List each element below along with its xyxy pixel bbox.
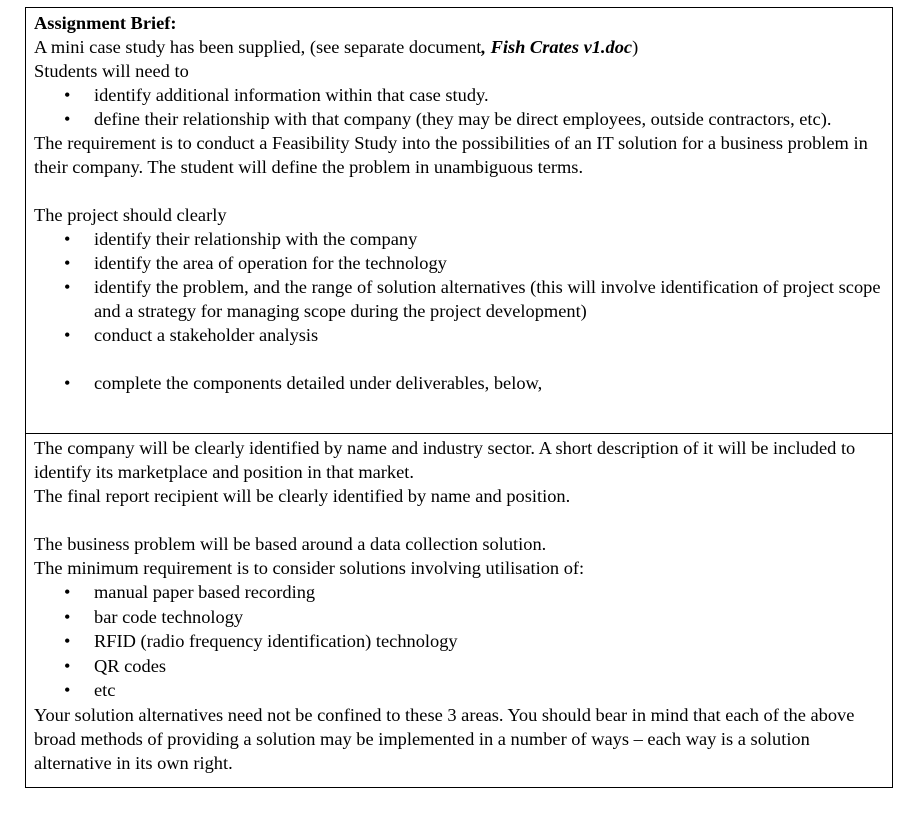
blank-line [34,179,884,203]
student-task-list [34,83,884,131]
project-item: • identify their relationship with the company [34,227,884,251]
project-item-deliverables: • complete the components detailed under deliverables, below, [34,371,884,395]
assignment-table [25,7,893,788]
solution-item: • bar code technology [34,605,884,630]
solution-item: • QR codes [34,654,884,679]
closing-paragraph: Your solution alternatives need not be confined to these 3 areas. You should bear in mind that each of the above broad methods of providing a solution may be implemented in a number of ways – each way is a solution alternative in its own right. [34,704,855,773]
student-task-item: • define their relationship with that company (they may be direct employees, outside contractors, etc). [34,107,884,131]
assignment-brief-cell [26,8,892,434]
blank-line [34,508,884,532]
project-item: • identify the problem, and the range of solution alternatives (this will involve identification of project scope and a strategy for managing scope during the project development) [34,275,884,323]
case-study-intro: A mini case study has been supplied, (see separate document, Fish Crates v1.doc) [34,37,639,57]
minimum-requirement-paragraph: The minimum requirement is to consider solutions involving utilisation of: [34,558,585,578]
details-cell [26,434,892,787]
project-item-list [34,227,884,395]
project-item: • conduct a stakeholder analysis [34,323,884,347]
case-study-document-name: , Fish Crates v1.doc [481,37,633,57]
project-item: • identify the area of operation for the technology [34,251,884,275]
project-intro: The project should clearly [34,205,227,225]
assignment-brief-heading: Assignment Brief: [34,13,177,33]
solution-item: • etc [34,678,884,703]
students-line: Students will need to [34,61,189,81]
company-paragraph: The company will be clearly identified by name and industry sector. A short description of it will be included to identify its marketplace and position in that market. [34,438,856,482]
requirement-paragraph: The requirement is to conduct a Feasibility Study into the possibilities of an IT solution for a business problem in their company. The student will define the problem in unambiguous terms. [34,133,868,177]
business-problem-paragraph: The business problem will be based around a data collection solution. [34,534,547,554]
solution-item: • manual paper based recording [34,580,884,605]
recipient-paragraph: The final report recipient will be clearly identified by name and position. [34,486,571,506]
solution-list [34,580,884,703]
solution-item: • RFID (radio frequency identification) technology [34,629,884,654]
student-task-item: • identify additional information within that case study. [34,83,884,107]
